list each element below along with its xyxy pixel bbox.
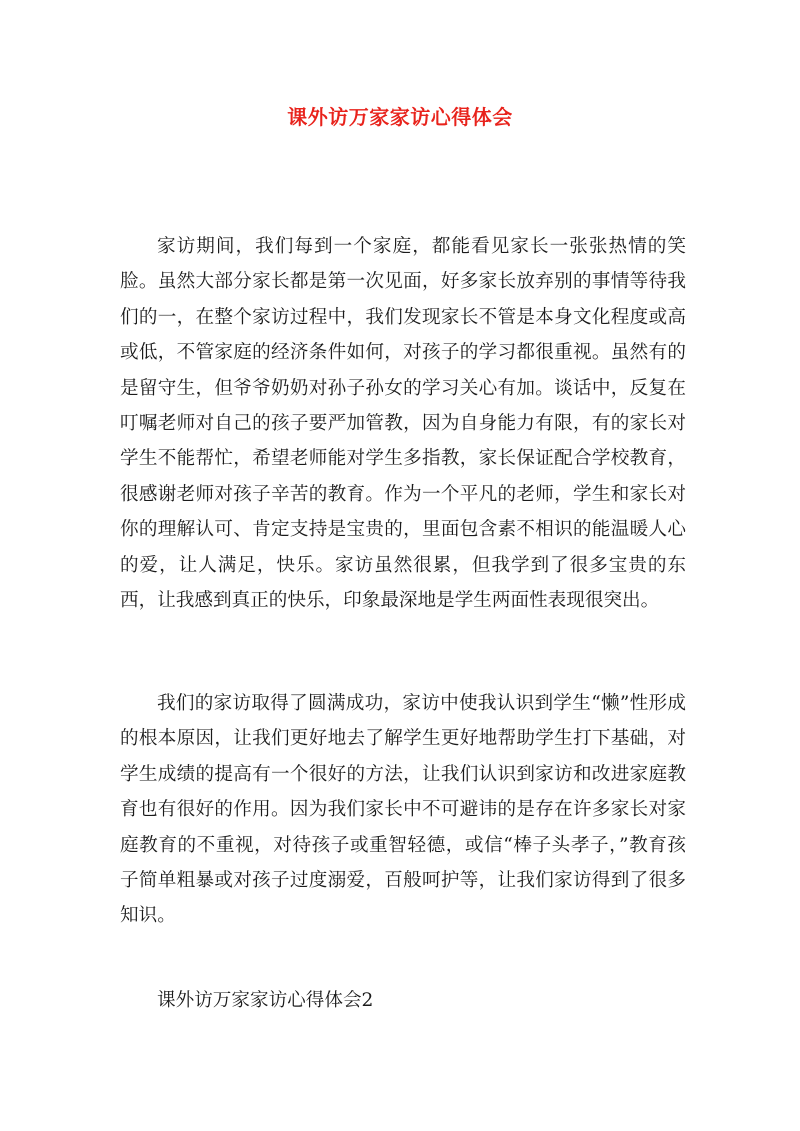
section-heading-block <box>120 983 686 1018</box>
section-heading-2: 课外访万家家访心得体会2 <box>157 990 374 1011</box>
paragraph-2: 我们的家访取得了圆满成功，家访中使我认识到学生“懒”性形成的根本原因，让我们更好地去了解学生更好地帮助学生打下基础，对学生成绩的提高有一个很好的方法，让我们认识到家访和改进家庭教育也有很好的作用。因为我们家长中不可避讳的是存在许多家长对家庭教育的不重视，对待孩子或重智轻德，或信“棒子头孝子，”教育孩子简单粗暴或对孩子过度溺爱，百般呵护等，让我们家访得到了很多知识。 <box>120 693 686 927</box>
document-title: 课外访万家家访心得体会 <box>287 105 513 129</box>
paragraph-1-block <box>120 229 686 618</box>
paragraph-2-block <box>120 686 686 934</box>
paragraph-1: 家访期间，我们每到一个家庭，都能看见家长一张张热情的笑脸。虽然大部分家长都是第一次见面，好多家长放弃别的事情等待我们的一，在整个家访过程中，我们发现家长不管是本身文化程度或高或低，不管家庭的经济条件如何，对孩子的学习都很重视。虽然有的是留守生，但爷爷奶奶对孙子孙女的学习关心有加。谈话中，反复在叮嘱老师对自己的孩子要严加管教，因为自身能力有限，有的家长对学生不能帮忙，希望老师能对学生多指教，家长保证配合学校教育，很感谢老师对孩子辛苦的教育。作为一个平凡的老师，学生和家长对你的理解认可、肯定支持是宝贵的，里面包含素不相识的能温暖人心的爱，让人满足，快乐。家访虽然很累，但我学到了很多宝贵的东西，让我感到真正的快乐，印象最深地是学生两面性表现很突出。 <box>120 236 686 612</box>
